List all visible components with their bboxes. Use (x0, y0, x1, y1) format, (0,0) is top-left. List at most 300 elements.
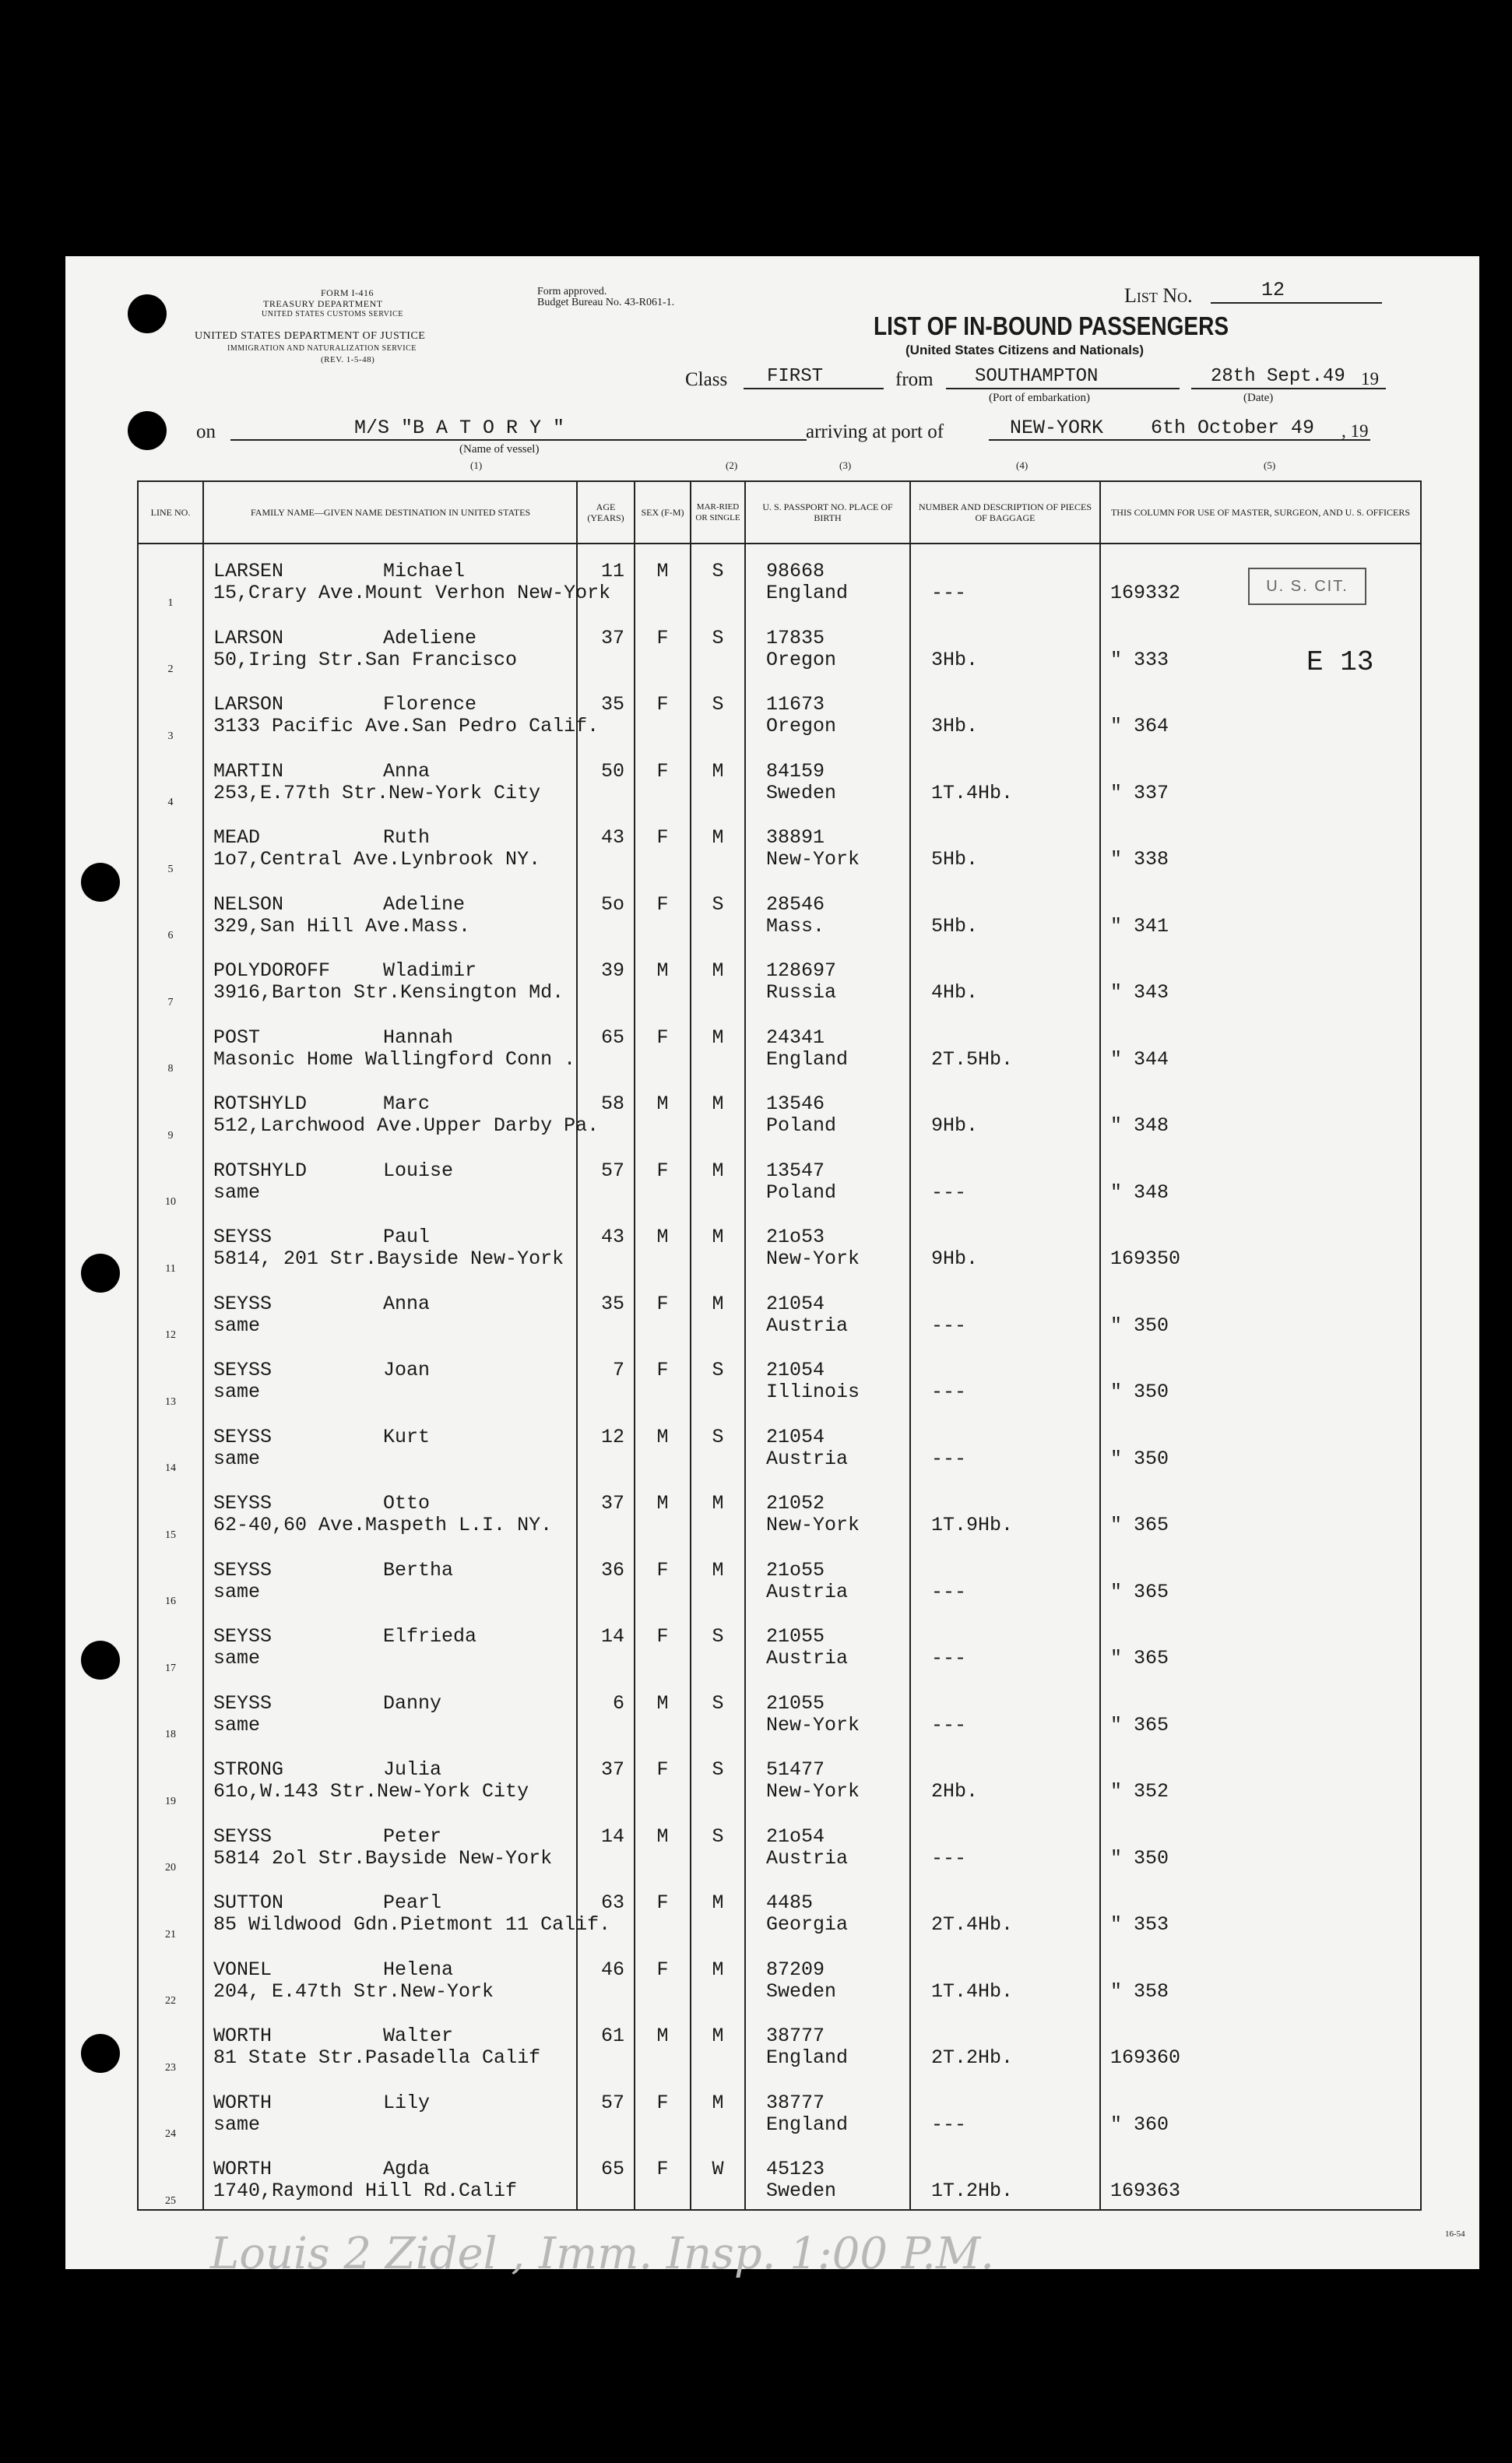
sex-cell (635, 2076, 691, 2143)
age: 37 (600, 1758, 624, 1781)
page-title: LIST OF IN-BOUND PASSENGERS (874, 311, 1229, 340)
officers-cell (1100, 1476, 1421, 1543)
form-code: 16-54 (1445, 2229, 1465, 2239)
form-number: FORM I-416 (321, 287, 374, 298)
officer-note: " 350 (1110, 1314, 1169, 1337)
sex: M (656, 1492, 669, 1515)
officers-cell (1100, 2076, 1421, 2143)
name-cell (203, 2076, 577, 2143)
name-cell (203, 677, 600, 744)
embark-port: SOUTHAMPTON (975, 366, 1099, 387)
passport-number: 128697 (766, 959, 837, 982)
customs-label: UNITED STATES CUSTOMS SERVICE (262, 310, 403, 318)
col-num-2: (2) (726, 459, 738, 471)
marital-status: M (712, 759, 724, 783)
marital-status: M (712, 826, 724, 849)
sex: M (656, 2025, 669, 2047)
place-of-birth: Poland (766, 1114, 837, 1137)
baggage-cell (910, 611, 1100, 678)
sex: F (656, 1292, 669, 1315)
table-row (138, 544, 1421, 611)
line-cell (138, 1810, 203, 1877)
arriving-label: arriving at port of (806, 421, 944, 442)
baggage: 3Hb. (931, 648, 979, 671)
age-cell (577, 1277, 635, 1344)
embark-date: 28th Sept.49 (1211, 366, 1345, 387)
officer-note: " 333 (1110, 648, 1169, 671)
sex: F (656, 1758, 669, 1781)
passport-cell (745, 1743, 910, 1810)
line-number: 16 (165, 1596, 176, 1607)
officers-cell (1100, 1743, 1421, 1810)
sex-cell (635, 1144, 691, 1211)
punch-hole (81, 863, 120, 902)
age-cell (577, 1943, 635, 2010)
baggage-cell (910, 1277, 1100, 1344)
table-row (138, 1210, 1421, 1277)
marital-cell (691, 544, 745, 611)
baggage-cell (910, 1410, 1100, 1477)
age: 46 (600, 1958, 624, 1981)
line-number: 24 (165, 2128, 176, 2140)
sex-cell (635, 1743, 691, 1810)
table-row (138, 1943, 1421, 2010)
line-cell (138, 1610, 203, 1677)
date-caption: (Date) (1243, 392, 1274, 404)
place-of-birth: New-York (766, 1514, 860, 1536)
name-cell (203, 1011, 577, 1078)
family-name: LARSEN (213, 560, 284, 582)
name-cell (203, 1743, 577, 1810)
given-name: Danny (383, 1691, 442, 1715)
vessel-name: M/S "B A T O R Y " (354, 417, 565, 439)
passport-number: 13546 (766, 1093, 825, 1115)
age: 61 (600, 2025, 624, 2047)
passport-cell (745, 744, 910, 811)
officers-cell (1100, 1943, 1421, 2010)
baggage: --- (931, 582, 967, 604)
place-of-birth: England (766, 2113, 849, 2136)
given-name: Elfrieda (383, 1625, 477, 1648)
marital-status: M (712, 1558, 724, 1582)
destination: same (213, 1314, 261, 1337)
punch-hole (128, 294, 167, 333)
baggage-cell (910, 744, 1100, 811)
given-name: Marc (383, 1093, 431, 1115)
age-cell (577, 2009, 635, 2076)
age: 57 (600, 2091, 624, 2114)
age-cell (577, 744, 635, 811)
line-number: 25 (165, 2194, 176, 2207)
baggage: --- (931, 1180, 967, 1204)
sex-cell (635, 1677, 691, 1743)
passport-number: 38891 (766, 826, 825, 849)
sex: M (656, 1425, 669, 1448)
line-cell (138, 1943, 203, 2010)
officers-cell (1100, 1011, 1421, 1078)
family-name: ROTSHYLD (213, 1093, 308, 1115)
family-name: SEYSS (213, 1625, 273, 1648)
destination: 85 Wildwood Gdn.Pietmont 11 Calif. (213, 1913, 611, 1936)
age-cell (577, 1876, 635, 1943)
marital-status: M (712, 959, 724, 982)
given-name: Julia (383, 1758, 442, 1781)
line-cell (138, 1476, 203, 1543)
passport-number: 21055 (766, 1625, 825, 1648)
passport-cell (745, 1210, 910, 1277)
officer-note: " 341 (1110, 914, 1169, 938)
passport-cell (745, 1610, 910, 1677)
sex-cell (635, 1810, 691, 1877)
sex-cell (635, 2142, 691, 2210)
given-name: Michael (383, 560, 466, 582)
class-value: FIRST (767, 366, 824, 387)
line-cell (138, 2142, 203, 2210)
line-number: 5 (167, 863, 174, 875)
family-name: NELSON (213, 892, 284, 916)
family-name: MEAD (213, 826, 261, 849)
passport-cell (745, 1144, 910, 1211)
age-cell (577, 1810, 635, 1877)
table-row (138, 1077, 1421, 1144)
place-of-birth: Austria (766, 1647, 849, 1670)
marital-cell (691, 1144, 745, 1211)
line-cell (138, 1144, 203, 1211)
age-cell (577, 1011, 635, 1078)
line-number: 7 (167, 996, 174, 1008)
sex: M (656, 1226, 669, 1248)
family-name: SEYSS (213, 1824, 273, 1848)
name-cell (203, 1210, 577, 1277)
place-of-birth: Sweden (766, 2180, 837, 2202)
line-cell (138, 1743, 203, 1810)
line-number: 12 (165, 1329, 176, 1341)
officer-note: " 365 (1110, 1514, 1169, 1536)
destination: same (213, 1580, 261, 1603)
family-name: SEYSS (213, 1492, 273, 1515)
baggage-cell (910, 1543, 1100, 1610)
line-cell (138, 878, 203, 945)
officer-note: " 343 (1110, 981, 1169, 1004)
line-number: 8 (167, 1063, 174, 1075)
officers-cell (1100, 1077, 1421, 1144)
officer-note: 169363 (1110, 2180, 1181, 2202)
marital-cell (691, 611, 745, 678)
passport-number: 84159 (766, 759, 825, 783)
officers-cell (1100, 1543, 1421, 1610)
sex: F (656, 759, 669, 783)
baggage: --- (931, 2113, 967, 2136)
given-name: Otto (383, 1492, 431, 1515)
age: 6 (612, 1691, 624, 1715)
age-cell (577, 544, 635, 611)
line-number: 20 (165, 1862, 176, 1874)
name-cell (203, 1943, 577, 2010)
list-no-label: List No. (1124, 284, 1193, 307)
marital-status: S (712, 1359, 724, 1381)
table-row (138, 677, 1421, 744)
place-of-birth: England (766, 582, 849, 604)
baggage-cell (910, 2076, 1100, 2143)
passport-cell (745, 944, 910, 1011)
passport-number: 24341 (766, 1026, 825, 1049)
arrival-port: NEW-YORK (1010, 417, 1104, 439)
table-row (138, 1277, 1421, 1344)
line-cell (138, 1543, 203, 1610)
budget-bureau: Budget Bureau No. 43-R061-1. (537, 297, 675, 308)
passport-cell (745, 1543, 910, 1610)
destination: 1740,Raymond Hill Rd.Calif (213, 2180, 518, 2202)
officer-note: " 352 (1110, 1780, 1169, 1803)
sex: M (656, 560, 669, 582)
line-number: 21 (165, 1928, 176, 1940)
marital-status: M (712, 1226, 724, 1248)
officer-note: 169350 (1110, 1247, 1181, 1270)
table-row (138, 2142, 1421, 2210)
baggage-cell (910, 544, 1100, 611)
officers-cell (1100, 1410, 1421, 1477)
embark-caption: (Port of embarkation) (989, 392, 1090, 404)
sex: F (656, 1359, 669, 1381)
line-number: 23 (165, 2061, 176, 2074)
marital-cell (691, 811, 745, 878)
baggage: 2T.5Hb. (931, 1047, 1014, 1071)
sex: M (656, 1691, 669, 1715)
officer-note: " 338 (1110, 848, 1169, 871)
officers-cell (1100, 1144, 1421, 1211)
marital-status: S (712, 560, 724, 582)
marital-cell (691, 1410, 745, 1477)
punch-hole (81, 1254, 120, 1293)
given-name: Adeline (383, 892, 466, 916)
officers-cell (1100, 744, 1421, 811)
officers-cell (1100, 1343, 1421, 1410)
table-row (138, 878, 1421, 945)
line-cell (138, 811, 203, 878)
baggage: 4Hb. (931, 981, 979, 1004)
marital-cell (691, 2076, 745, 2143)
line-cell (138, 744, 203, 811)
given-name: Joan (383, 1359, 431, 1381)
destination: same (213, 2113, 261, 2136)
punch-hole (81, 2034, 120, 2073)
baggage: 5Hb. (931, 914, 979, 938)
passport-cell (745, 1677, 910, 1743)
marital-cell (691, 1343, 745, 1410)
given-name: Kurt (383, 1425, 431, 1448)
marital-cell (691, 1677, 745, 1743)
given-name: Louise (383, 1159, 454, 1182)
baggage-cell (910, 1943, 1100, 2010)
marital-cell (691, 1743, 745, 1810)
place-of-birth: Oregon (766, 715, 837, 737)
passport-number: 38777 (766, 2091, 825, 2114)
family-name: VONEL (213, 1958, 273, 1981)
line-cell (138, 1277, 203, 1344)
officer-note: " 344 (1110, 1047, 1169, 1071)
officers-cell (1100, 1677, 1421, 1743)
passenger-table (137, 480, 1422, 2211)
passport-number: 98668 (766, 560, 825, 582)
table-row (138, 2076, 1421, 2143)
officers-cell (1100, 1810, 1421, 1877)
marital-status: S (712, 1691, 724, 1715)
inspector-signature: Louis 2 Zidel , Imm. Insp. 1:00 P.M. (210, 2229, 995, 2279)
marital-status: S (712, 1625, 724, 1648)
age: 36 (600, 1558, 624, 1582)
baggage-cell (910, 1677, 1100, 1743)
passport-number: 11673 (766, 693, 825, 716)
age: 14 (600, 1625, 624, 1648)
passport-cell (745, 1943, 910, 2010)
name-cell (203, 1410, 577, 1477)
sex: F (656, 2158, 669, 2180)
marital-cell (691, 878, 745, 945)
baggage: --- (931, 1381, 967, 1403)
line-number: 3 (167, 730, 174, 742)
place-of-birth: Austria (766, 1846, 849, 1870)
class-label: Class (685, 369, 728, 390)
arrival-underline (989, 439, 1370, 441)
name-cell (203, 1277, 577, 1344)
given-name: Wladimir (383, 959, 477, 982)
place-of-birth: Austria (766, 1580, 849, 1603)
sex-cell (635, 611, 691, 678)
baggage: --- (931, 1647, 967, 1670)
table-row (138, 1343, 1421, 1410)
given-name: Bertha (383, 1558, 454, 1582)
age: 7 (612, 1359, 624, 1381)
age-cell (577, 1610, 635, 1677)
family-name: SEYSS (213, 1425, 273, 1448)
class-underline (744, 388, 884, 389)
list-no-underline (1211, 302, 1382, 304)
baggage-cell (910, 677, 1100, 744)
sex: F (656, 1891, 669, 1914)
col-header-age: AGE (YEARS) (577, 481, 635, 544)
age-cell (577, 2142, 635, 2210)
baggage: 2T.2Hb. (931, 2046, 1014, 2069)
sex: F (656, 1026, 669, 1049)
given-name: Florence (383, 693, 477, 716)
officer-note: " 365 (1110, 1713, 1169, 1736)
ins-label: IMMIGRATION AND NATURALIZATION SERVICE (227, 344, 417, 353)
place-of-birth: Georgia (766, 1913, 849, 1936)
age-cell (577, 611, 635, 678)
passport-number: 4485 (766, 1891, 814, 1914)
passport-number: 21054 (766, 1359, 825, 1381)
officer-note: " 360 (1110, 2113, 1169, 2136)
embark-underline (946, 388, 1180, 389)
baggage-cell (910, 1610, 1100, 1677)
passport-cell (745, 1410, 910, 1477)
table-row (138, 611, 1421, 678)
marital-status: M (712, 2091, 724, 2114)
age-cell (577, 1476, 635, 1543)
age: 50 (600, 759, 624, 783)
baggage: 1T.4Hb. (931, 781, 1014, 804)
table-row (138, 1543, 1421, 1610)
marital-status: S (712, 892, 724, 916)
baggage: 9Hb. (931, 1247, 979, 1270)
col-num-3: (3) (839, 459, 852, 471)
marital-cell (691, 2142, 745, 2210)
marital-cell (691, 944, 745, 1011)
table-row (138, 1476, 1421, 1543)
table-row (138, 1876, 1421, 1943)
punch-hole (81, 1641, 120, 1680)
vessel-underline (230, 439, 807, 441)
given-name: Lily (383, 2091, 431, 2114)
marital-cell (691, 1543, 745, 1610)
table-row (138, 811, 1421, 878)
marital-cell (691, 677, 745, 744)
name-cell (203, 1077, 600, 1144)
officer-note: " 350 (1110, 1846, 1169, 1870)
punch-hole (128, 411, 167, 450)
officer-note: " 348 (1110, 1114, 1169, 1137)
family-name: SEYSS (213, 1691, 273, 1715)
baggage-cell (910, 1077, 1100, 1144)
officer-note: 169332 (1110, 582, 1181, 604)
destination: 62-40,60 Ave.Maspeth L.I. NY. (213, 1514, 553, 1536)
place-of-birth: Oregon (766, 648, 837, 671)
officers-cell (1100, 677, 1421, 744)
line-cell (138, 544, 203, 611)
name-cell (203, 2009, 577, 2076)
passport-cell (745, 2142, 910, 2210)
table-row (138, 1743, 1421, 1810)
name-cell (203, 1677, 577, 1743)
age: 58 (600, 1093, 624, 1115)
given-name: Anna (383, 1292, 431, 1315)
table-row (138, 744, 1421, 811)
line-number: 9 (167, 1129, 174, 1142)
destination: 3916,Barton Str.Kensington Md. (213, 981, 564, 1004)
officer-note: " 350 (1110, 1381, 1169, 1403)
baggage: --- (931, 1846, 967, 1870)
line-cell (138, 677, 203, 744)
sex: F (656, 1159, 669, 1182)
sex: F (656, 693, 669, 716)
age-cell (577, 878, 635, 945)
age: 35 (600, 1292, 624, 1315)
passport-cell (745, 1277, 910, 1344)
destination: 512,Larchwood Ave.Upper Darby Pa. (213, 1114, 600, 1137)
age-cell (577, 1077, 635, 1144)
passport-cell (745, 1476, 910, 1543)
sex-cell (635, 744, 691, 811)
col-num-5: (5) (1264, 459, 1276, 471)
baggage-cell (910, 1144, 1100, 1211)
passport-cell (745, 1011, 910, 1078)
age: 39 (600, 959, 624, 982)
line-number: 13 (165, 1395, 176, 1408)
line-cell (138, 1210, 203, 1277)
sex-cell (635, 2009, 691, 2076)
place-of-birth: New-York (766, 1780, 860, 1803)
table-row (138, 944, 1421, 1011)
officers-cell (1100, 1876, 1421, 1943)
place-of-birth: New-York (766, 1247, 860, 1270)
passport-number: 21054 (766, 1292, 825, 1315)
officers-cell (1100, 878, 1421, 945)
passport-cell (745, 611, 910, 678)
sex: F (656, 1558, 669, 1582)
passport-cell (745, 1343, 910, 1410)
line-cell (138, 2076, 203, 2143)
passport-cell (745, 544, 910, 611)
